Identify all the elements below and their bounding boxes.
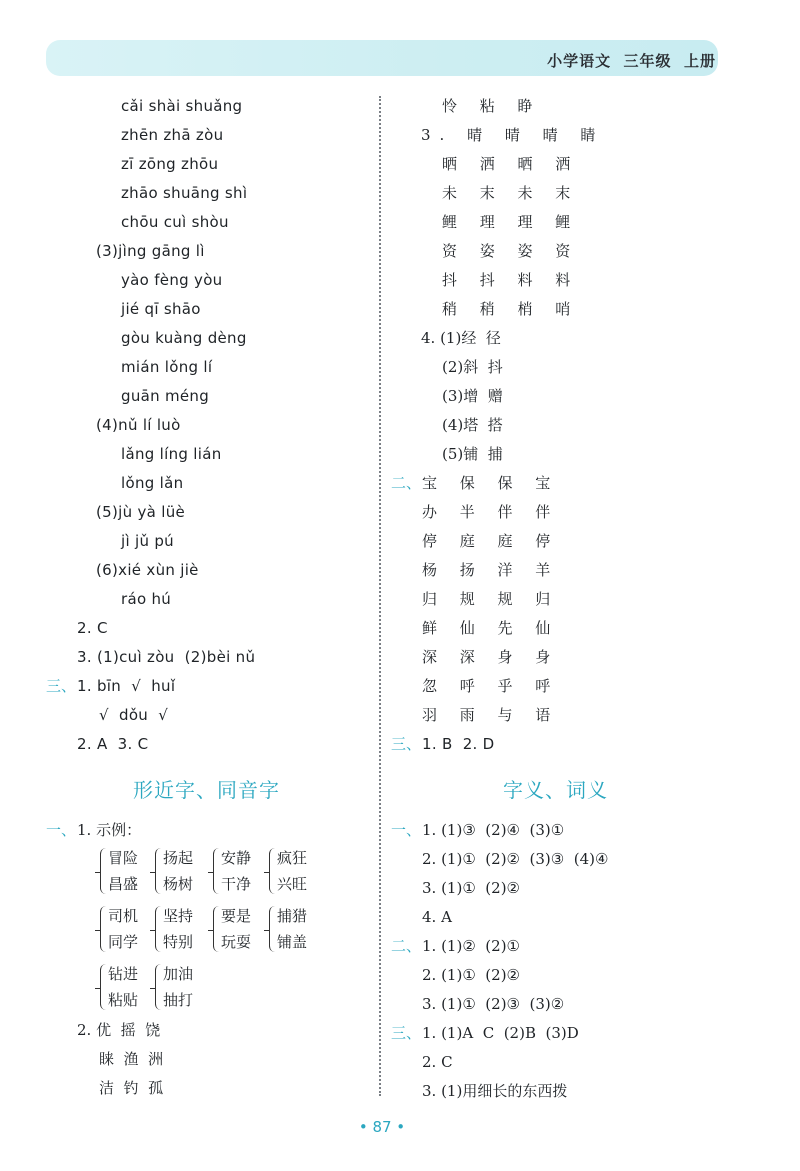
section-marker: 一、: [46, 821, 77, 839]
answer-line: yào fèng yòu: [121, 271, 223, 289]
pair-word: 加油: [163, 965, 194, 983]
answer-line: chōu cuì shòu: [121, 213, 229, 231]
pair-word: 坚持: [163, 907, 194, 925]
brace-icon: [213, 906, 220, 952]
answer-line: 2. 优 摇 饶: [77, 1021, 161, 1039]
column-divider: [379, 96, 381, 1096]
pair-word: 要是: [221, 907, 252, 925]
answer-line: (6)xié xùn jiè: [96, 561, 199, 579]
word-pair: [155, 964, 217, 1012]
pair-word: 捕猎: [277, 907, 308, 925]
answer-line: 4. (1)经 径: [421, 329, 501, 347]
answer-line: (5)铺 捕: [442, 445, 503, 463]
answer-line: 睐 渔 洲: [99, 1050, 164, 1068]
answer-line: 停 庭 庭 停: [422, 532, 560, 550]
brace-icon: [100, 906, 107, 952]
brace-icon: [155, 848, 162, 894]
word-pair: [269, 848, 331, 896]
answer-line: 稍 稍 梢 哨: [442, 300, 580, 318]
answer-line: jié qī shāo: [121, 300, 201, 318]
word-pair: [269, 906, 331, 954]
page-number: • 87 •: [358, 1118, 406, 1136]
answer-line: zhēn zhā zòu: [121, 126, 224, 144]
answer-line: (5)jù yà lüè: [96, 503, 186, 521]
pair-word: 钻进: [108, 965, 139, 983]
answer-line: 1. bīn √ huǐ: [77, 677, 176, 695]
pair-word: 扬起: [163, 849, 194, 867]
answer-line: 1. 示例：: [77, 821, 142, 839]
pair-word: 同学: [108, 933, 139, 951]
answer-line: 怜 粘 睁: [442, 97, 542, 115]
pair-word: 昌盛: [108, 875, 139, 893]
pair-word: 玩耍: [221, 933, 252, 951]
pair-word: 杨树: [163, 875, 194, 893]
answer-line: 2. (1)① (2)② (3)③ (4)④: [422, 850, 609, 868]
answer-line: gòu kuàng dèng: [121, 329, 247, 347]
answer-line: mián lǒng lí: [121, 358, 213, 376]
answer-line: (4)nǔ lí luò: [96, 416, 181, 434]
pair-word: 兴旺: [277, 875, 308, 893]
answer-line: 3. (1)① (2)③ (3)②: [422, 995, 565, 1013]
section-marker: 三、: [391, 735, 422, 753]
answer-line: cǎi shài shuǎng: [121, 97, 243, 115]
answer-line: 鲤 理 理 鲤: [442, 213, 580, 231]
answer-line: 3. 晴 晴 晴 睛: [421, 126, 605, 144]
answer-line: 1. (1)② (2)①: [422, 937, 521, 955]
pair-word: 铺盖: [277, 933, 308, 951]
answer-line: lǒng lǎn: [121, 474, 184, 492]
answer-line: √ dǒu √: [99, 706, 169, 724]
pair-word: 特别: [163, 933, 194, 951]
answer-line: 1. (1)③ (2)④ (3)①: [422, 821, 565, 839]
brace-icon: [269, 906, 276, 952]
brace-icon: [100, 848, 107, 894]
answer-line: lǎng líng lián: [121, 445, 222, 463]
answer-line: zī zōng zhōu: [121, 155, 219, 173]
answer-line: ráo hú: [121, 590, 172, 608]
answer-line: 晒 洒 晒 洒: [442, 155, 580, 173]
answer-line: 洁 钓 孤: [99, 1079, 164, 1097]
answer-line: 归 规 规 归: [422, 590, 560, 608]
answer-line: 鲜 仙 先 仙: [422, 619, 560, 637]
brace-icon: [155, 906, 162, 952]
answer-line: 未 末 未 末: [442, 184, 580, 202]
pair-word: 司机: [108, 907, 139, 925]
answer-line: 3. (1)① (2)②: [422, 879, 521, 897]
answer-line: 杨 扬 洋 羊: [422, 561, 560, 579]
answer-line: 抖 抖 料 料: [442, 271, 580, 289]
pair-word: 粘贴: [108, 991, 139, 1009]
answer-line: 1. B 2. D: [422, 735, 495, 753]
answer-line: zhāo shuāng shì: [121, 184, 248, 202]
answer-line: 宝 保 保 宝: [422, 474, 560, 492]
answer-line: 忽 呼 乎 呼: [422, 677, 560, 695]
section-title: 字义、词义: [503, 778, 608, 802]
answer-line: (3)增 赠: [442, 387, 503, 405]
brace-icon: [269, 848, 276, 894]
answer-line: 2. (1)① (2)②: [422, 966, 521, 984]
pair-word: 抽打: [163, 991, 194, 1009]
answer-line: 1. (1)A C (2)B (3)D: [422, 1024, 579, 1042]
brace-icon: [213, 848, 220, 894]
answer-line: guān méng: [121, 387, 210, 405]
section-marker: 二、: [391, 937, 422, 955]
answer-line: 资 姿 姿 资: [442, 242, 580, 260]
answer-line: 2. A 3. C: [77, 735, 149, 753]
header-title: 小学语文 三年级 上册: [547, 52, 716, 70]
answer-line: 4. A: [422, 908, 452, 926]
answer-line: 羽 雨 与 语: [422, 706, 560, 724]
answer-line: 3. (1)用细长的东西拨: [422, 1082, 568, 1100]
pair-word: 冒险: [108, 849, 139, 867]
answer-line: 3. (1)cuì zòu (2)bèi nǔ: [77, 648, 256, 666]
pair-word: 安静: [221, 849, 252, 867]
answer-line: (4)塔 搭: [442, 416, 503, 434]
answer-line: 2. C: [422, 1053, 453, 1071]
answer-line: jì jǔ pú: [121, 532, 174, 550]
section-marker: 三、: [46, 677, 77, 695]
answer-line: 办 半 伴 伴: [422, 503, 560, 521]
section-marker: 二、: [391, 474, 422, 492]
section-marker: 三、: [391, 1024, 422, 1042]
answer-line: (3)jìng gāng lì: [96, 242, 205, 260]
pair-word: 疯狂: [277, 849, 308, 867]
answer-line: 2. C: [77, 619, 108, 637]
answer-line: 深 深 身 身: [422, 648, 560, 666]
brace-icon: [155, 964, 162, 1010]
brace-icon: [100, 964, 107, 1010]
answer-line: (2)斜 抖: [442, 358, 503, 376]
section-marker: 一、: [391, 821, 422, 839]
pair-word: 干净: [221, 875, 252, 893]
section-title: 形近字、同音字: [133, 778, 280, 802]
